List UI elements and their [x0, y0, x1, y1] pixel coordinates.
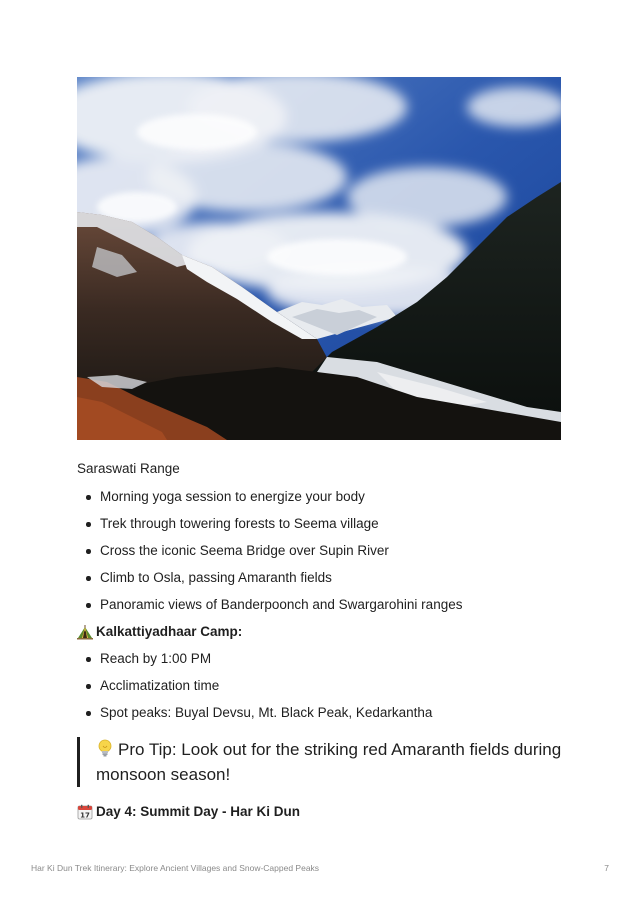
image-caption: Saraswati Range — [77, 461, 180, 476]
camping-tent-icon — [77, 624, 93, 640]
mountain-landscape-photo — [77, 77, 561, 440]
list-item: Reach by 1:00 PM — [77, 651, 557, 678]
pro-tip-text: Pro Tip: Look out for the striking red Amaranth fields during monsoon season! — [96, 740, 562, 784]
calendar-icon — [77, 804, 93, 820]
list-item: Trek through towering forests to Seema village — [77, 516, 557, 543]
day-activities-list — [77, 489, 557, 624]
list-item: Morning yoga session to energize your body — [77, 489, 557, 516]
pro-tip-callout — [77, 737, 566, 787]
camp-activities-list — [77, 651, 557, 732]
day-heading — [77, 804, 300, 820]
light-bulb-icon — [96, 738, 114, 758]
list-item: Acclimatization time — [77, 678, 557, 705]
svg-text:17: 17 — [80, 811, 90, 820]
camp-heading-text: Kalkattiyadhaar Camp: — [96, 624, 243, 639]
day-heading-text: Day 4: Summit Day - Har Ki Dun — [96, 804, 301, 819]
list-item: Cross the iconic Seema Bridge over Supin River — [77, 543, 557, 570]
list-item: Spot peaks: Buyal Devsu, Mt. Black Peak, Kedarkantha — [77, 705, 557, 732]
list-item: Panoramic views of Banderpoonch and Swargarohini ranges — [77, 597, 557, 624]
footer-title: Har Ki Dun Trek Itinerary: Explore Ancient Villages and Snow-Capped Peaks — [31, 863, 320, 873]
list-item: Climb to Osla, passing Amaranth fields — [77, 570, 557, 597]
page-number: 7 — [604, 863, 609, 873]
camp-heading — [77, 624, 242, 640]
